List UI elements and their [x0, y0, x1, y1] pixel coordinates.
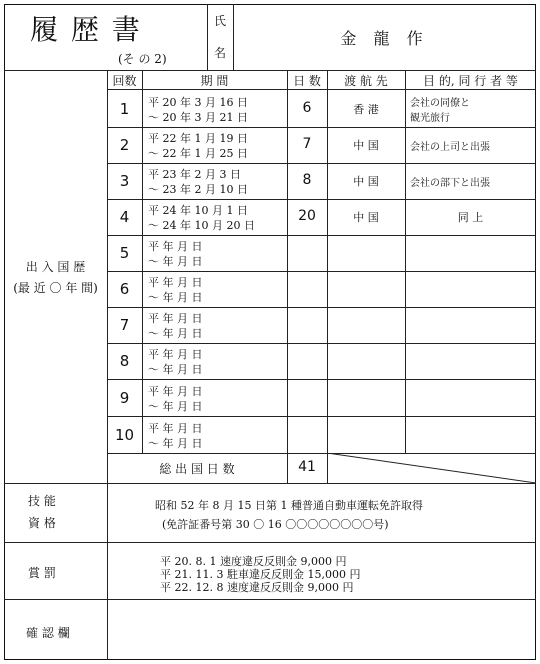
- divider: [107, 343, 536, 344]
- trip-to: ～ 年 月 日: [148, 291, 203, 304]
- trip-purpose: 同 上: [457, 211, 484, 224]
- trip-purpose-cont: 観光旅行: [410, 113, 450, 124]
- rewards-penalties-label: 賞 罰: [28, 566, 56, 580]
- divider: [4, 599, 536, 600]
- trip-days: 6: [302, 100, 312, 116]
- trip-number: 3: [119, 172, 130, 190]
- trip-from: 平 年 月 日: [148, 348, 203, 361]
- trip-to: ～ 年 月 日: [148, 400, 203, 413]
- trip-number: 1: [119, 100, 130, 118]
- penalty-item: 平 20. 8. 1 速度違反反則金 9,000 円: [160, 555, 347, 568]
- penalty-item: 平 21. 11. 3 駐車違反反則金 15,000 円: [160, 568, 361, 581]
- trip-number: 4: [119, 208, 130, 226]
- trip-number: 5: [119, 244, 130, 262]
- skills-label: 技 能: [28, 494, 56, 508]
- trip-from: 平 年 月 日: [148, 276, 203, 289]
- divider: [287, 70, 288, 483]
- applicant-name: 金 龍 作: [340, 29, 429, 48]
- travel-history-period: (最 近 〇 年 間): [13, 281, 98, 295]
- divider: [107, 483, 108, 660]
- total-days-label: 総 出 国 日 数: [159, 462, 235, 476]
- trip-to: ～ 年 月 日: [148, 255, 203, 268]
- trip-number: 10: [114, 426, 135, 444]
- trip-to: ～ 年 月 日: [148, 327, 203, 340]
- divider: [4, 542, 536, 543]
- trip-to: ～ 年 月 日: [148, 363, 203, 376]
- trip-destination: 香 港: [353, 103, 379, 116]
- divider: [107, 379, 536, 380]
- document-title: 履 歴 書: [30, 13, 142, 46]
- trip-from: 平 年 月 日: [148, 385, 203, 398]
- divider: [107, 127, 536, 128]
- trip-from: 平 23 年 2 月 3 日: [148, 168, 241, 181]
- trip-to: ～ 24 年 10 月 20 日: [148, 219, 255, 232]
- trip-number: 2: [119, 136, 130, 154]
- trip-to: ～ 20 年 3 月 21 日: [148, 111, 248, 124]
- name-label-bottom: 名: [214, 46, 227, 60]
- trip-from: 平 24 年 10 月 1 日: [148, 204, 248, 217]
- qualifications-label: 資 格: [28, 516, 56, 530]
- skills-line-1: 昭和 52 年 8 月 15 日第 1 種普通自動車運転免許取得: [155, 499, 423, 512]
- divider: [107, 70, 108, 483]
- name-label-top: 氏: [214, 14, 227, 28]
- trip-number: 6: [119, 280, 130, 298]
- header-purpose: 目 的, 同 行 者 等: [423, 74, 518, 88]
- divider: [107, 271, 536, 272]
- divider: [107, 163, 536, 164]
- trip-number: 8: [119, 352, 130, 370]
- total-days-value: 41: [298, 459, 316, 475]
- divider: [327, 70, 328, 483]
- trip-to: ～ 年 月 日: [148, 437, 203, 450]
- document-subtitle: (そ の 2): [118, 52, 167, 66]
- trip-to: ～ 23 年 2 月 10 日: [148, 183, 248, 196]
- header-count: 回数: [112, 74, 137, 88]
- trip-from: 平 22 年 1 月 19 日: [148, 132, 248, 145]
- trip-destination: 中 国: [353, 211, 379, 224]
- divider: [4, 70, 536, 71]
- divider: [107, 89, 536, 90]
- divider: [107, 416, 536, 417]
- trip-number: 9: [119, 389, 130, 407]
- header-destination: 渡 航 先: [344, 74, 388, 88]
- trip-days: 7: [302, 136, 312, 152]
- trip-from: 平 年 月 日: [148, 240, 203, 253]
- diagonal-line: [327, 453, 536, 483]
- divider: [207, 4, 208, 70]
- trip-from: 平 20 年 3 月 16 日: [148, 96, 248, 109]
- trip-days: 20: [298, 208, 316, 224]
- confirmation-label: 確 認 欄: [26, 626, 70, 640]
- trip-days: 8: [302, 172, 312, 188]
- trip-destination: 中 国: [353, 175, 379, 188]
- trip-purpose: 会社の部下と出張: [410, 178, 490, 189]
- trip-purpose: 会社の同僚と: [410, 98, 470, 109]
- penalty-item: 平 22. 12. 8 速度違反反則金 9,000 円: [160, 581, 354, 594]
- trip-number: 7: [119, 316, 130, 334]
- trip-to: ～ 22 年 1 月 25 日: [148, 147, 248, 160]
- divider: [107, 235, 536, 236]
- trip-destination: 中 国: [353, 139, 379, 152]
- trip-purpose: 会社の上司と出張: [410, 142, 490, 153]
- divider: [4, 483, 536, 484]
- header-days: 日 数: [293, 74, 321, 88]
- divider: [107, 199, 536, 200]
- trip-from: 平 年 月 日: [148, 422, 203, 435]
- trip-from: 平 年 月 日: [148, 312, 203, 325]
- travel-history-label: 出 入 国 歴: [25, 260, 86, 274]
- divider: [107, 307, 536, 308]
- header-period: 期 間: [200, 74, 229, 88]
- skills-line-2: (免許証番号第 30 〇 16 〇〇〇〇〇〇〇〇号): [162, 518, 389, 531]
